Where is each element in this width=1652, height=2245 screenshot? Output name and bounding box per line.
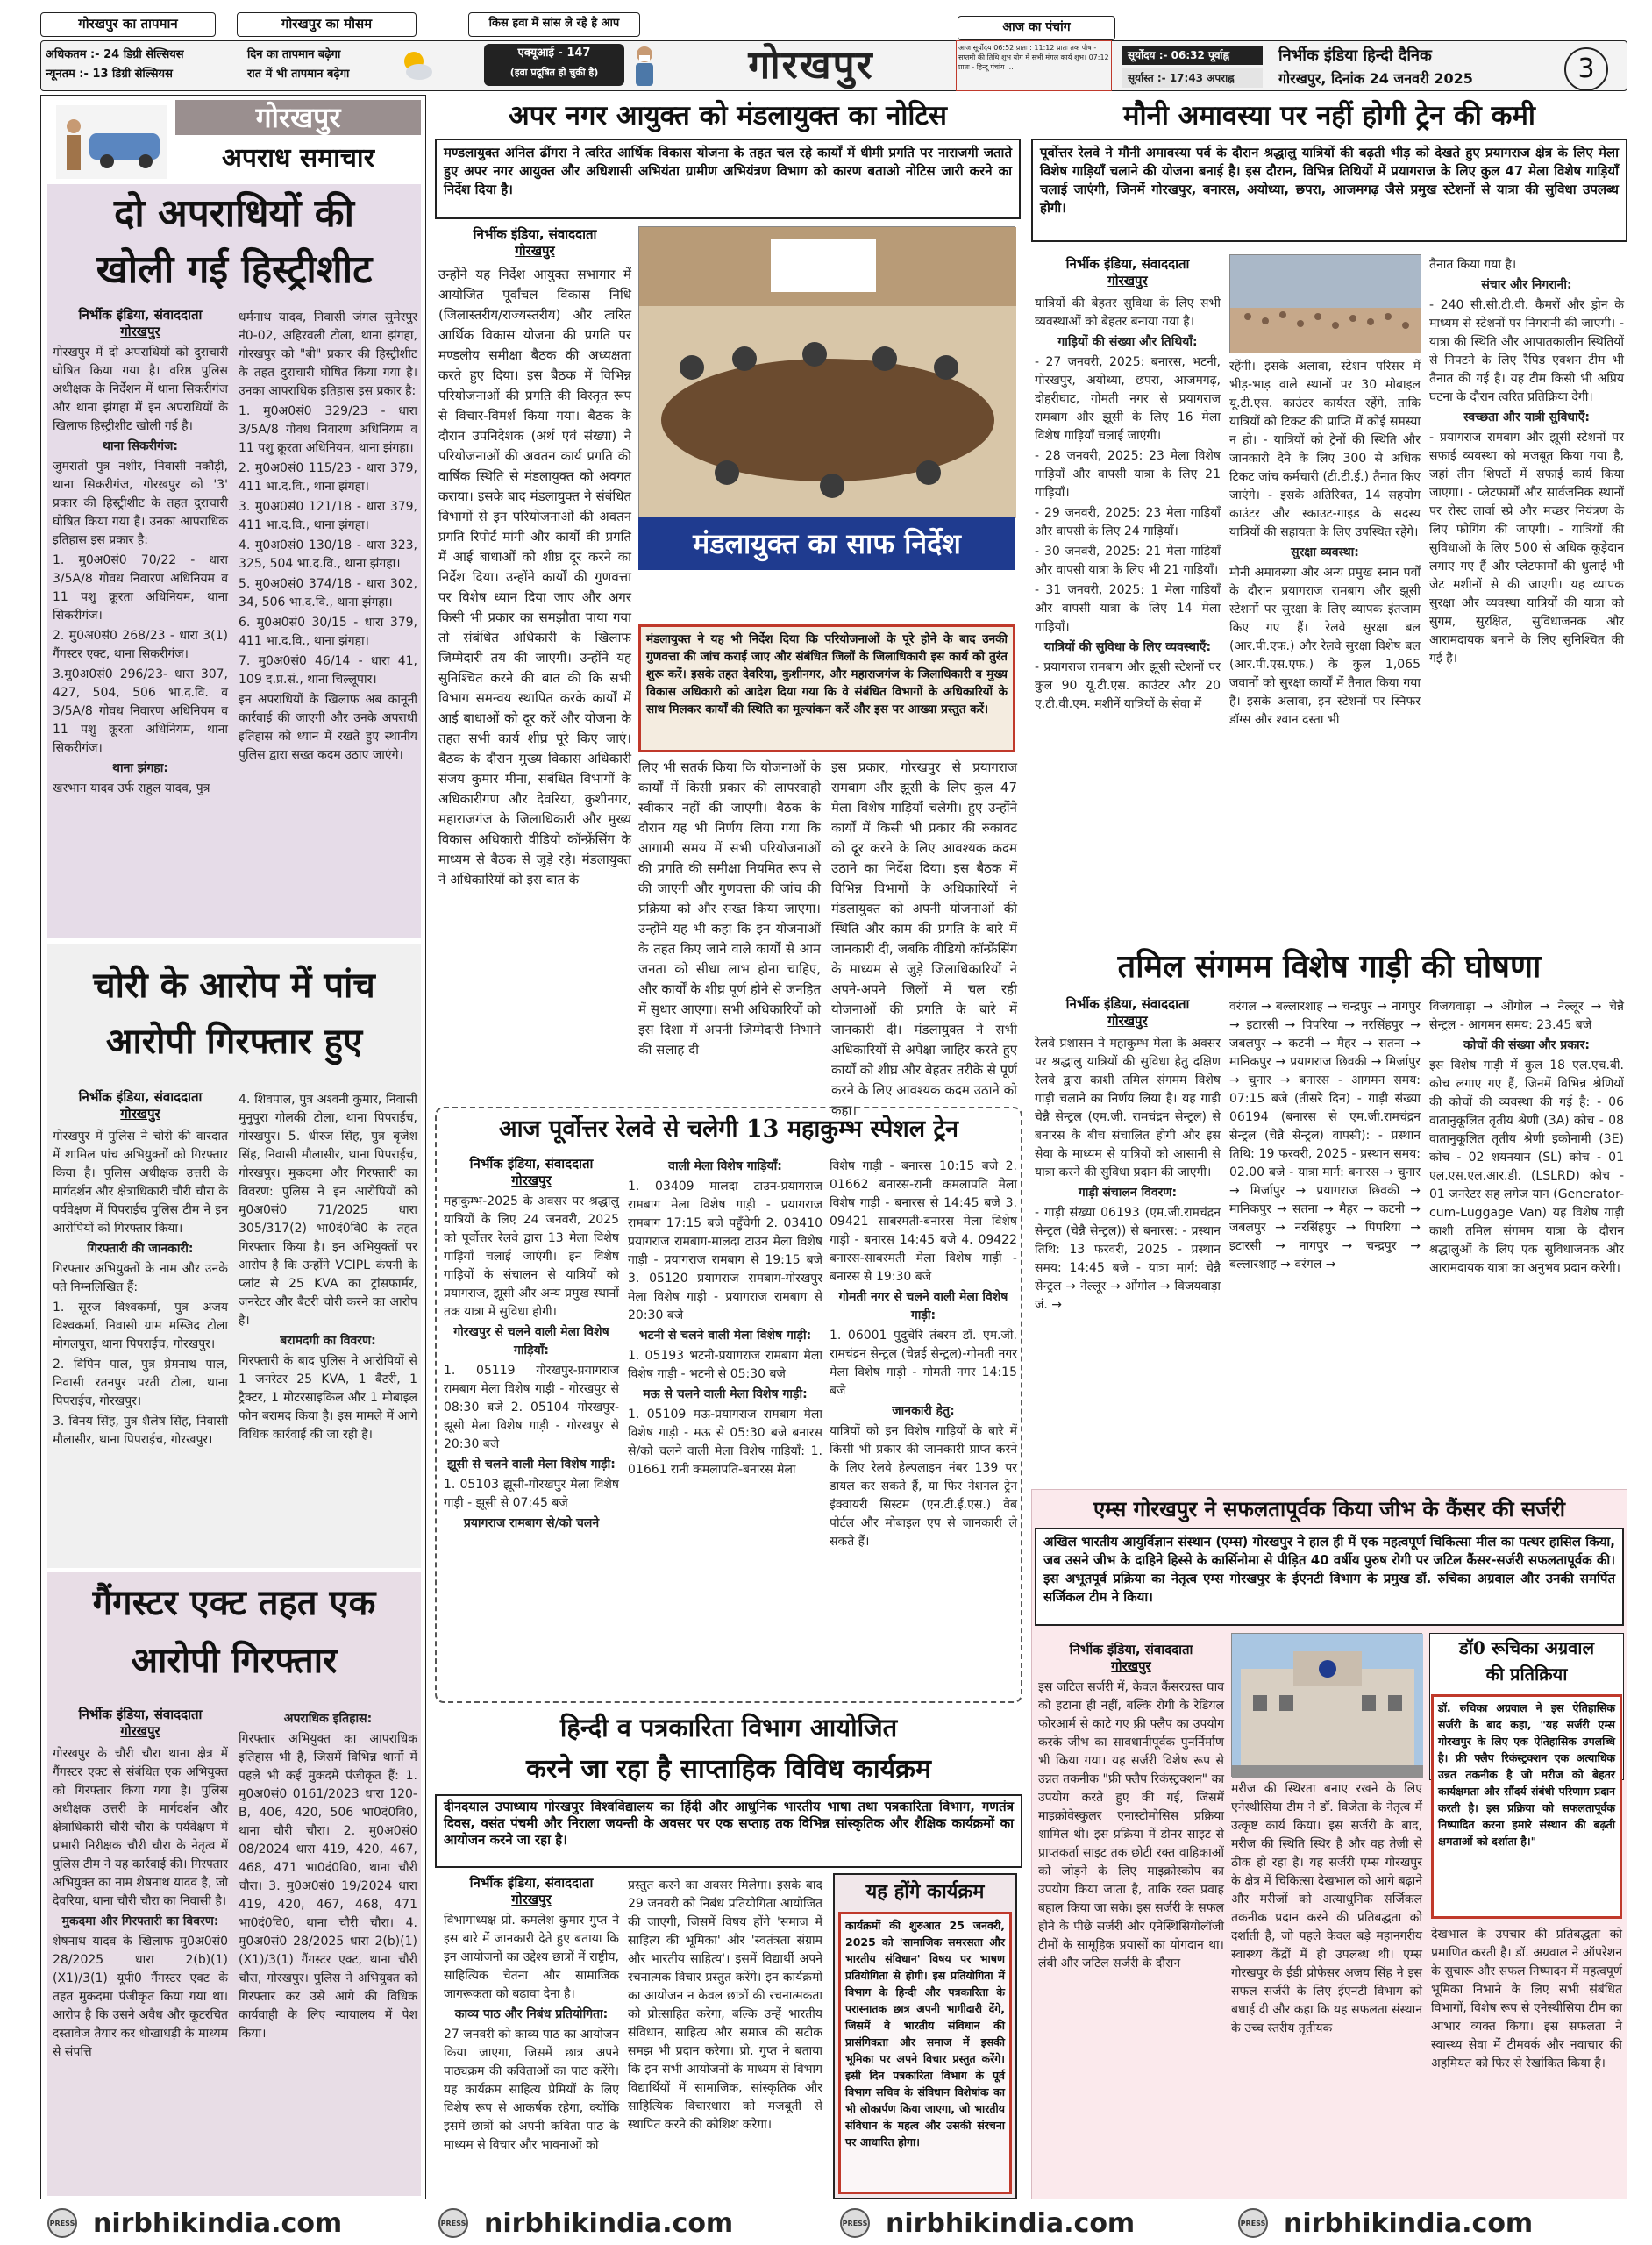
max-temp: अधिकतम :- 24 डिग्री सेल्सियस [46,48,184,61]
mahakumbh-col-3 [830,1158,1017,1700]
mahakumbh-sub-5: भटनी से चलने वाली मेला विशेष गाड़ी: [638,1329,812,1343]
byline-text: निर्भीक इंडिया, संवाददाता [78,307,203,323]
mahakumbh-col-2 [628,1158,822,1700]
aiims-intro: अखिल भारतीय आयुर्विज्ञान संस्थान (एम्स) गोरखपुर ने हाल ही में एक महत्वपूर्ण चिकित्सा मील का पत्थर हासिल किया, जब उसने जीभ के दाहिने हिस्से के कार्सिनोमा से पीड़ित 40 वर्षीय पुरुष रोगी पर जटिल कैंसर-सर्जरी सफलतापूर्वक की। इस अभूतपूर्व प्रक्रिया का नेतृत्व एम्स गोरखपुर के ईएनटी विभाग के प्रमुख डॉ. रुचिका अग्रवाल और उनकी समर्पित सर्जिकल टीम ने किया। [1035,1528,1624,1626]
mauni-col-2-a: रहेंगी। इसके अलावा, स्टेशन परिसर में भीड़-भाड़ वाले स्थानों पर 30 मोबाइल यू.टी.एस. काउंटर कार्यरत रहेंगे, ताकि यात्रियों को टिकट की प्राप्ति में कोई समस्या न हो। - यात्रियों को ट्रेनों की स्थिति और जानकारी देने के लिए 300 से अधिक टिकट जांच कर्मचारी (टी.टी.ई.) तैनात किए जाएंगे। - इसके अतिरिक्त, 14 सहयोग काउंटर और स्काउट-गाइड के सदस्य यात्रियों की सहायता के लिए उपस्थित रहेंगे। [1229,360,1421,539]
mahakumbh-list-7: 1. 06001 पुदुचेरि तंबरम डॉ. एम.जी. रामचंद्रन सेन्ट्रल (चेन्नई सेन्ट्रल)-गोमती नगर मेला विशेष गाड़ी - गोमती नगर 14:15 बजे [830,1329,1017,1398]
byline-place: गोरखपुर [120,1723,160,1739]
tamil-col-2: वरंगल → बल्लारशाह → चन्द्रपुर → नागपुर → इटारसी → पिपरिया → नरसिंहपुर → जबलपुर → कटनी → मैहर → सतना → मानिकपुर → प्रयागराज छिवकी → मिर्जापुर → चुनार → बनारस - आगमन समय: 07:15 बजे (तीसरे दिन) - गाड़ी संख्या 06194 (बनारस से एम.जी.रामचंद्रन सेन्ट्रल (चेन्नै सेन्ट्रल) वापसी): - प्रस्थान तिथि: 19 फरवरी, 2025 - प्रस्थान समय: 02.00 बजे - यात्रा मार्ग: बनारस → चुनार → मिर्जापुर → प्रयागराज छिवकी → मानिकपुर → सतना → मैहर → कटनी → जबलपुर → नरसिंहपुर → पिपरिया → इटारसी → नागपुर → चन्द्रपुर → बल्लारशाह → वरंगल → [1229,1000,1421,1272]
mauni-list-1-e: - 31 जनवरी, 2025: 1 मेला गाड़ियाँ और वापसी यात्रा के लिए 14 मेला गाड़ियाँ। [1035,583,1221,634]
footer-site[interactable]: nirbhikindia.com [886,2207,1136,2239]
press-logo-icon: PRESS [840,2208,870,2238]
footer-4 [1238,2201,1533,2245]
tamil-lead: रेलवे प्रशासन ने महाकुम्भ मेला के अवसर पर श्रद्धालु यात्रियों की सुविधा हेतु दक्षिण रेलवे द्वारा काशी तमिल संगमम विशेष गाड़ी चलाने का निर्णय लिया है। यह गाड़ी चेन्नै सेन्ट्रल (एम.जी. रामचंद्रन सेन्ट्रल) से बनारस के बीच संचालित होगी और इस सेवा के माध्यम से यात्रियों को आसानी से यात्रा करने की सुविधा प्रदान की जाएगी। [1035,1037,1221,1180]
mauni-intro: पूर्वोत्तर रेलवे ने मौनी अमावस्या पर्व के दौरान श्रद्धालु यात्रियों की बढ़ती भीड़ को देखते हुए प्रयागराज क्षेत्र के लिए मेला विशेष गाड़ियाँ चलाने की योजना बनाई है। इस दौरान, विभिन्न तिथियों में प्रयागराज के लिए कुल 47 मेला विशेष गाड़ियाँ चलाई जाएंगी, जिनमें गोरखपुर, बनारस, अयोध्या, छपरा, आजमगढ़ जैसे प्रमुख स्टेशनों से यात्रा की सुविधा उपलब्ध होगी। [1031,139,1627,242]
byline-text: निर्भीक इंडिया, संवाददाता [469,1156,594,1172]
crime-2-left-col [53,1128,228,1564]
person-mask-icon [631,44,658,88]
byline-place: गोरखपुर [515,243,555,259]
byline-text: निर्भीक इंडिया, संवाददाता [1065,256,1190,272]
mandal-headline: अपर नगर आयुक्त को मंडलायुक्त का नोटिस [509,100,947,132]
mauni-col-3-a: - 240 सी.सी.टी.वी. कैमरों और ड्रोन के माध्यम से स्टेशनों पर निगरानी की जाएगी। - यात्रा की स्थिति और आपातकालीन स्थितियों से निपटने के लिए रैपिड एक्शन टीम भी तैनात की गई है। यह टीम किसी भी अप्रिय घटना के दौरान त्वरित प्रतिक्रिया देगी। [1429,298,1624,404]
tamil-sub-1: गाड़ी संचालन विवरण: [1078,1186,1178,1200]
footer-3 [840,2201,1135,2245]
aiims-byline [1038,1642,1224,1675]
crime-1-lead: गोरखपुर में दो अपराधियों को दुराचारी घोषित किया गया है। वरिष्ठ पुलिस अधीक्षक के निर्देशन में थाना सिकरीगंज और थाना झंगहा में इन अपराधियों के खिलाफ हिस्ट्रीशीट खोली गई है। [53,346,228,433]
mahakumbh-list-6: 1. 05109 मऊ-प्रयागराज रामबाग मेला विशेष गाड़ी - मऊ से 05:30 बजे बनारस से/को चलने वाली मेला विशेष गाड़ियाँ: 1. 01661 रानी कमलापति-बनारस मेला [628,1408,822,1477]
mahakumbh-col3-b: यात्रियों को इन विशेष गाड़ियों के बारे में किसी भी प्रकार की जानकारी प्राप्त करने के लिए रेलवे हेल्पलाइन नंबर 139 पर डायल कर सकते हैं, या फिर नेशनल ट्रेन इंक्वायरी सिस्टम (एन.टी.ई.एस.) वेब पोर्टल और मोबाइल एप से जानकारी ले सकते हैं। [830,1424,1017,1549]
tamil-headline: तमिल संगमम विशेष गाड़ी की घोषणा [1117,948,1542,985]
footer-site[interactable]: nirbhikindia.com [93,2207,343,2239]
city-name: गोरखपुर [748,43,874,88]
mauni-list-2: - प्रयागराज रामबाग और झूसी स्टेशनों पर कुल 90 यू.टी.एस. काउंटर और 20 ए.टी.वी.एम. मशीनें यात्रियों के सेवा में [1035,660,1221,711]
byline-text: निर्भीक इंडिया, संवाददाता [1069,1642,1193,1657]
tamil-sub-2: कोचों की संख्या और प्रकार: [1463,1038,1590,1052]
mahakumbh-col-1 [444,1193,619,1700]
panchang-tab: आज का पंचांग [958,16,1115,40]
crime-3-right-para: गिरफ्तार अभियुक्त का आपराधिक इतिहास भी है, जिसमें विभिन्न थानों में पहले भी कई मुकदमे पंजीकृत हैं: 1. मु0अ0सं0 0161/2023 धारा 120-B, 406, 420, 506 भा0दं0वि0, थाना चौरी चौरा। 2. मु0अ0सं0 08/2024 धारा 419, 420, 467, 468, 471 भा0दं0वि0, थाना चौरी चौरा। 3. मु0अ0सं0 19/2024 धारा 419, 420, 467, 468, 471 भा0दं0वि0, थाना चौरी चौरा। 4. मु0अ0सं0 28/2025 धारा 2(b)(1)(X1)/3(1) गैंगस्टर एक्ट, थाना चौरी चौरा, गोरखपुर। पुलिस ने अभियुक्त को गिरफ्तार कर उसे आगे की विधिक कार्यवाही के लिए न्यायालय में पेश किया। [239,1732,417,2041]
crime-headline-2a: चोरी के आरोप में पांच [93,965,375,1006]
press-logo-icon: PRESS [438,2208,468,2238]
aqi-tab: किस हवा में सांस ले रहे है आप [468,12,640,37]
mahakumbh-sub-3: प्रयागराज रामबाग से/को चलने [463,1516,600,1530]
mahakumbh-sub-6: मऊ से चलने वाली मेला विशेष गाड़ी: [643,1387,808,1401]
mahakumbh-sub-1: गोरखपुर से चलने वाली मेला विशेष गाड़ियाँ: [453,1325,609,1358]
hindi-headline-1: हिन्दी व पत्रकारिता विभाग आयोजित [559,1713,898,1743]
crime-1-right-item-7: 7. मु0अ0सं0 46/14 - धारा 41, 109 द.प्र.सं., थाना चिल्लूपार। [239,654,417,687]
temp-tab: गोरखपुर का तापमान [40,12,216,37]
crime-1-right-item-5: 5. मु0अ0सं0 374/18 - धारा 302, 34, 506 भा.द.वि., थाना झंगहा। [239,577,417,609]
hindi-col-1b: 27 जनवरी को काव्य पाठ का आयोजन किया जाएगा, जिसमें छात्र अपने पाठ्यक्रम की कविताओं का पाठ करेंगे। यह कार्यक्रम साहित्य प्रेमियों के लिए विशेष रूप से आकर्षक रहेगा, क्योंकि इसमें छात्रों को अपनी कविता पाठ के माध्यम से विचार और भावनाओं को [444,2028,619,2152]
crime-2-item-1: 1. सूरज विश्वकर्मा, पुत्र अजय विश्वकर्मा, निवासी ग्राम मस्जिद टोला मोगलपुरा, थाना पिपराईच, गोरखपुर। [53,1301,228,1351]
footer-1 [47,2201,342,2245]
aqi-badge [484,44,624,86]
hindi-col-1 [444,1912,619,2194]
crime-banner-2: अपराध समाचार [222,143,374,174]
aqi-status: (हवा प्रदूषित हो चुकी है) [509,67,599,78]
crime-1-right-lead: धर्मनाथ यादव, निवासी जंगल सुमेरपुर नं0-02, अहिरवली टोला, थाना झंगहा, गोरखपुर को "बी" प्रकार की हिस्ट्रीशीट के तहत दुराचारी घोषित किया गया है। उनका आपराधिक इतिहास इस प्रकार है: [239,310,417,398]
mandal-byline [438,226,631,260]
mahakumbh-lead: महाकुम्भ-2025 के अवसर पर श्रद्धालु यात्रियों के लिए 24 जनवरी, 2025 को पूर्वोत्तर रेलवे द्वारा 13 मेला विशेष गाड़ियाँ चलाई जाएंगी। इन विशेष गाड़ियों के संचालन से यात्रियों को प्रयागराज, झूसी और अन्य प्रमुख स्थानों तक यात्रा में सुविधा होगी। [444,1194,619,1319]
page-number: 3 [1564,47,1608,91]
mauni-sub-4: संचार और निगरानी: [1481,278,1572,292]
dateline: गोरखपुर, दिनांक 24 जनवरी 2025 [1278,70,1473,87]
mahakumbh-headline: आज पूर्वोत्तर रेलवे से चलेगी 13 महाकुम्भ स्पेशल ट्रेन [498,1115,959,1143]
mauni-col-3-b: - प्रयागराज रामबाग और झूसी स्टेशनों पर सफाई व्यवस्था को मजबूत किया गया है, जहां तीन शिफ्टों में सफाई कार्य किया जाएगा। - प्लेटफार्मों और सार्वजनिक स्थानों पर रोस्ट लार्वा स्प्रे और मच्छर नियंत्रण के लिए फोगिंग की जाएगी। - यात्रियों की सुविधाओं के लिए 500 से अधिक कूड़ेदान लगाए गए हैं और प्लेटफार्मों की धुलाई भी जेट मशीनों से की जाएगी। यह व्यापक सुरक्षा और व्यवस्था यात्रियों की यात्रा को सुगम, सुरक्षित, सुविधाजनक और आरामदायक बनाने के लिए सुनिश्चित की गई है। [1429,431,1624,666]
hindi-sub-1: काव्य पाठ और निबंध प्रतियोगिता: [454,2007,609,2021]
crime-1-list-1: 1. मु0अ0सं0 70/22 - धारा 3/5A/8 गोवध निवारण अधिनियम व 11 पशु क्रूरता अधिनियम, थाना सिकरीगंज। [53,553,228,623]
crime-2-item-3: 3. विनय सिंह, पुत्र शैलेष सिंह, निवासी मौलासीर, थाना पिपराईच, गोरखपुर। [53,1415,228,1447]
sunrise: सूर्योदय :- 06:32 पूर्वाह्न [1122,46,1263,65]
crime-3-sub-1: मुकदमा और गिरफ्तारी का विवरण: [61,1914,219,1928]
crime-2-sub-2: बरामदगी का विवरण: [280,1334,376,1348]
crime-2-sub-1: गिरफ्तारी की जानकारी: [87,1242,194,1256]
police-car-icon [54,100,168,182]
crime-headline-3a: गैंगस्टर एक्ट तहत एक [92,1582,376,1623]
mauni-headline: मौनी अमावस्या पर नहीं होगी ट्रेन की कमी [1123,100,1535,132]
mauni-col-2-b: मौनी अमावस्या और अन्य प्रमुख स्नान पर्वों के दौरान प्रयागराज रामबाग और झूसी स्टेशनों पर सुरक्षा के लिए व्यापक इंतजाम किए गए हैं। रेलवे सुरक्षा बल (आर.पी.एफ.) और रेलवे सुरक्षा विशेष बल (आर.पी.एस.एफ.) के कुल 1,065 जवानों को सुरक्षा कार्यों में तैनात किया गया है। इसके अलावा, इन स्टेशनों पर स्निफर डॉग्स और श्वान दस्ता भी [1229,566,1421,727]
hindi-intro: दीनदयाल उपाध्याय गोरखपुर विश्वविद्यालय का हिंदी और आधुनिक भारतीय भाषा तथा पत्रकारिता विभाग, गणतंत्र दिवस, वसंत पंचमी और निराला जयन्ती के अवसर पर एक सप्ताह तक विभिन्न सांस्कृतिक और शैक्षिक कार्यक्रमों का आयोजन करने जा रहा है। [435,1794,1022,1868]
hindi-program-title: यह होंगे कार्यक्रम [865,1880,985,1903]
footer-site[interactable]: nirbhikindia.com [484,2207,734,2239]
mauni-sub-5: स्वच्छता और यात्री सुविधाएँ: [1463,410,1591,424]
byline-place: गोरखपुर [1107,1013,1148,1029]
press-logo-icon: PRESS [47,2208,77,2238]
crime-byline-3 [53,1707,228,1740]
mauni-col-1 [1035,295,1221,937]
mauni-col-3 [1429,256,1624,937]
crime-1-right-item-4: 4. मु0अ0सं0 130/18 - धारा 323, 325, 504 भा.द.वि., थाना झंगहा। [239,538,417,571]
mahakumbh-sub-8: जानकारी हेतु: [892,1404,955,1418]
crime-1-left-col [53,344,228,931]
crime-banner-1: गोरखपुर [175,100,421,135]
mauni-list-1-a: - 27 जनवरी, 2025: बनारस, भटनी, गोरखपुर, अयोध्या, छपरा, आजमगढ़, दोहरीघाट, गोमती नगर से प्रयागराज रामबाग और झूसी के लिए 16 मेला विशेष गाड़ियाँ चलाई जाएंगी। [1035,355,1221,443]
reaction-title-1: डॉ0 रूचिका अग्रवाल [1458,1637,1595,1658]
sunset: सूर्यास्त :- 17:43 अपराह्न [1122,68,1263,88]
tamil-col-3a: विजयवाड़ा → ओंगोल → नेल्लूर → चेन्नै सेन्ट्रल - आगमन समय: 23.45 बजे [1429,1000,1624,1032]
crime-1-para-3: खरभान यादव उर्फ राहुल यादव, पुत्र [53,781,210,795]
footer-site[interactable]: nirbhikindia.com [1284,2207,1534,2239]
byline-place: गोरखपुर [120,324,160,339]
mauni-sub-3: सुरक्षा व्यवस्था: [1291,545,1359,559]
press-logo-icon: PRESS [1238,2208,1268,2238]
crime-3-left-col [53,1745,228,2192]
crime-1-sub-2: थाना झंगहा: [112,761,168,775]
hindi-byline [444,1875,619,1908]
byline-text: निर्भीक इंडिया, संवाददाता [1065,996,1190,1012]
crime-headline-2b: आरोपी गिरफ्तार हुए [105,1021,363,1062]
reaction-quote: डॉ. रुचिका अग्रवाल ने इस ऐतिहासिक सर्जरी के बाद कहा, "यह सर्जरी एम्स गोरखपुर के लिए एक ऐतिहासिक उपलब्धि है। फ्री फ्लैप रिकंस्ट्रक्शन एक अत्याधिक उन्नत तकनीक है जो मरीज को बेहतर कार्यक्षमता और सौंदर्य संबंधी परिणाम प्रदान करती है। इस प्रक्रिया को सफलतापूर्वक निष्पादित करना हमारे संस्थान की बढ़ती क्षमताओं को दर्शाता है।" [1431,1694,1622,1919]
mauni-lead: यात्रियों की बेहतर सुविधा के लिए सभी व्यवस्थाओं को बेहतर बनाया गया है। [1035,296,1221,329]
crime-headline-1a: दो अपराधियों की [114,191,354,236]
mauni-list-1-b: - 28 जनवरी, 2025: 23 मेला विशेष गाड़ियाँ और वापसी यात्रा के लिए 21 गाड़ियाँ। [1035,449,1221,500]
hindi-program-text: कार्यक्रमों की शुरुआत 25 जनवरी, 2025 को 'सामाजिक समरसता और भारतीय संविधान' विषय पर भाषण प्रतियोगिता से होगी। इस प्रतियोगिता में विभाग के हिन्दी और पत्रकारिता के परास्नातक छात्र अपनी भागीदारी देंगे, जिसमें वे भारतीय संविधान की प्रासंगिकता और समाज में इसकी भूमिका पर अपने विचार प्रस्तुत करेंगे। इसी दिन पत्रकारिता विभाग के पूर्व विभाग सचिव के संविधान विशेषांक का भी लोकार्पण किया जाएगा, जो भारतीय संविधान के महत्व और उसकी संरचना पर आधारित होगा। [838,1912,1012,2194]
byline-place: गोरखपुर [1111,1658,1151,1674]
mandal-col-2: लिए भी सतर्क किया कि योजनाओं के कार्यों में किसी प्रकार की लापरवाही स्वीकार नहीं की जाएगी। बैठक के दौरान यह भी निर्णय लिया गया कि आगामी समय में सभी परियोजनाओं की प्रगति की समीक्षा नियमित रूप से की जाएगी और गुणवत्ता की जांच की प्रक्रिया को और सख्त किया जाएगा। उन्होंने यह भी कहा कि इन योजनाओं के तहत किए जाने वाले कार्यों से आम जनता को सीधा लाभ होना चाहिए, और कार्यों के शीघ्र पूर्ण होने से जनहित में सुधार आएगा। सभी अधिकारियों को इस दिशा में अपनी जिम्मेदारी निभाने की सलाह दी [638,759,821,1058]
crime-2-lead: गोरखपुर में पुलिस ने चोरी की वारदात में शामिल पांच अभियुक्तों को गिरफ्तार किया है। पुलिस अधीक्षक उत्तरी के मार्गदर्शन और क्षेत्राधिकारी चौरी चौरा के पर्यवेक्षण में पिपराईच पुलिस टीम ने इन आरोपियों को गिरफ्तार किया। [53,1130,228,1236]
crime-1-right-end: इन अपराधियों के खिलाफ अब कानूनी कार्रवाई की जाएगी और उनके अपराधी इतिहास को ध्यान में रखते हुए स्थानीय पुलिस द्वारा सख्त कदम उठाए जाएंगे। [239,693,417,762]
crime-1-right-col [239,309,417,931]
mahakumbh-list-4: 1. 03409 मालदा टाउन-प्रयागराज रामबाग मेला विशेष गाड़ी - प्रयागराज रामबाग 17:15 बजे पहुँचेगी 2. 03410 प्रयागराज रामबाग-मालदा टाउन मेला विशेष गाड़ी - प्रयागराज रामबाग से 19:15 बजे 3. 05120 प्रयागराज रामबाग-गोरखपुर मेला विशेष गाड़ी - प्रयागराज रामबाग से 20:30 बजे [628,1180,822,1322]
hindi-col-2: प्रस्तुत करने का अवसर मिलेगा। इसके बाद 29 जनवरी को निबंध प्रतियोगिता आयोजित की जाएगी, जिसमें विषय होंगे 'समाज में साहित्य की भूमिका' और 'स्वतंत्रता संग्राम और भारतीय साहित्य'। इसमें विद्यार्थी अपने रचनात्मक विचार प्रस्तुत करेंगे। इन कार्यक्रमों का आयोजन न केवल छात्रों की रचनात्मकता को प्रोत्साहित करेगा, बल्कि उन्हें भारतीय संविधान, साहित्य और समाज की सटीक समझ भी प्रदान करेगा। प्रो. गुप्त ने बताया कि इन सभी आयोजनों के माध्यम से विभाग विद्यार्थियों में सामाजिक, सांस्कृतिक और साहित्यिक विचारधारा को मजबूती से स्थापित करने की कोशिश करेगा। [628,1878,822,2132]
byline-place: गोरखपुर [511,1892,552,1907]
byline-text: निर्भीक इंडिया, संवाददाता [78,1707,203,1722]
crime-3-para-2: शेषनाथ यादव के खिलाफ मु0अ0सं0 28/2025 धारा 2(b)(1)(X1)/3(1) यूपी0 गैंगस्टर एक्ट के तहत मुकदमा पंजीकृत किया गया था। आरोप है कि उसने अवैध और कूटरचित दस्तावेज तैयार कर धोखाधड़ी के माध्यम से संपत्ति [53,1935,228,2059]
crime-3-lead: गोरखपुर के चौरी चौरा थाना क्षेत्र में गैंगस्टर एक्ट से संबंधित एक अभियुक्त को गिरफ्तार किया गया है। पुलिस अधीक्षक उत्तरी के मार्गदर्शन और क्षेत्राधिकारी चौरी चौरा के पर्यवेक्षण में प्रभारी निरीक्षक चौरी चौरा के नेतृत्व में पुलिस टीम ने यह कार्रवाई की। गिरफ्तार अभियुक्त का नाम शेषनाथ यादव है, जो देवरिया, थाना चौरी चौरा का निवासी है। [53,1747,228,1908]
mahakumbh-byline [444,1156,619,1189]
sun-cloud-icon [396,46,435,84]
byline-place: गोरखपुर [511,1172,552,1188]
crime-headline-1b: खोली गई हिस्ट्रीशीट [96,247,373,292]
crime-2-para-2: गिरफ्तार अभियुक्तों के नाम और उनके पते निम्नलिखित हैं: [53,1262,228,1294]
mandal-intro: मण्डलायुक्त अनिल ढींगरा ने त्वरित आर्थिक विकास योजना के तहत चल रहे कार्यों में धीमी प्रगति पर नाराजगी जताते हुए अपर नगर आयुक्त और अधिशासी अभियंता ग्रामीण अभियंत्रण विभाग को कारण बताओ नोटिस जारी करने का निर्देश दिया है। [435,139,1021,219]
byline-text: निर्भीक इंडिया, संवाददाता [473,226,597,242]
byline-place: गोरखपुर [120,1106,160,1122]
mandal-highlight-box: मंडलायुक्त ने यह भी निर्देश दिया कि परियोजनाओं के पूरे होने के बाद उनकी गुणवत्ता की जांच कराई जाए और संबंधित जिलों के जिलाधिकारी इस कार्य को तुरंत शुरू करें। इसके तहत देवरिया, कुशीनगर, और महाराजगंज के जिलाधिकारी व मुख्य विकास अधिकारी को आदेश दिया गया कि वे संबंधित विभागों के अधिकारियों के साथ मिलकर कार्यों की स्थिति का मूल्यांकन करें और इस पर आख्या प्रस्तुत करें। [638,624,1015,752]
weather-line-1: दिन का तापमान बढ़ेगा [247,48,341,61]
crime-1-list-3: 3.मु0अ0सं0 296/23- धारा 307, 427, 504, 506 भा.द.वि. व 3/5A/8 गोवध निवारण अधिनियम व 11 पशु क्रूरता अधिनियम, थाना सिकरीगंज। [53,667,228,755]
crime-1-right-item-6: 6. मु0अ0सं0 30/15 - धारा 379, 411 भा.द.वि., थाना झंगहा। [239,616,417,648]
byline-place: गोरखपुर [1107,273,1148,289]
min-temp: न्यूनतम :- 13 डिग्री सेल्सियस [46,68,173,81]
tamil-col-1 [1035,1035,1221,1479]
mauni-sub-1: गाड़ियों की संख्या और तिथियाँ: [1057,335,1198,349]
footer-2 [438,2201,733,2245]
crime-2-right-para-2: गिरफ्तारी के बाद पुलिस ने आरोपियों से 1 जनरेटर 25 KVA, 1 बैटरी, 1 ट्रैक्टर, 1 मोटरसाइकिल और 1 मोबाइल फोन बरामद किया है। इस मामले में आगे विधिक कार्रवाई की जा रही है। [239,1354,417,1442]
crime-byline-2 [53,1089,228,1122]
hindi-headline-2: करने जा रहा है साप्ताहिक विविध कार्यक्रम [526,1754,931,1785]
crime-1-list-2: 2. मु0अ0सं0 268/23 - धारा 3(1) गैंगस्टर एक्ट, थाना सिकरीगंज। [53,629,228,661]
weather-tab: गोरखपुर का मौसम [237,12,417,37]
mauni-sub-2: यात्रियों की सुविधा के लिए व्यवस्थाएँ: [1043,640,1212,654]
tamil-col-1b: - गाड़ी संख्या 06193 (एम.जी.रामचंद्रन सेन्ट्रल (चेन्नै सेन्ट्रल)) से बनारस: - प्रस्थान तिथि: 13 फरवरी, 2025 - प्रस्थान समय: 14:45 बजे - यात्रा मार्ग: चेन्नै सेन्ट्रल → नेल्लूर → ओंगोल → विजयवाड़ा जं. → [1035,1206,1221,1312]
crime-1-right-item-3: 3. मु0अ0सं0 121/18 - धारा 379, 411 भा.द.वि., थाना झंगहा। [239,500,417,532]
crime-1-para-2: जुमराती पुत्र नशीर, निवासी नकौड़ी, थाना सिकरीगंज, गोरखपुर को '3' प्रकार की हिस्ट्रीशीट के तहत दुराचारी घोषित किया गया है। उनका आपराधिक इतिहास इस प्रकार है: [53,460,228,547]
aiims-col-1: इस जटिल सर्जरी में, केवल कैंसरग्रस्त घाव को हटाना ही नहीं, बल्कि रोगी के रेडियल फोरआर्म से काटे गए फ्री फ्लैप का उपयोग करके जीभ का सावधानीपूर्वक पुनर्निर्माण भी किया गया। यह सर्जरी विशेष रूप से उन्नत तकनीक "फ्री फ्लैप रिकंस्ट्रक्शन" का उपयोग करते हुए की गई, जिसमें माइक्रोवेस्कुलर एनास्टोमोसिस प्रक्रिया शामिल थी। इस प्रक्रिया में डोनर साइट से प्राप्तकर्ता साइट तक छोटी रक्त वाहिकाओं को जोड़ने के लिए माइक्रोस्कोप का उपयोग किया जाता है, ताकि रक्त प्रवाह बहाल किया जा सके। इस सर्जरी के सफल होने के पीछे सर्जरी और एनेस्थिसियोलॉजी टीमों के सामूहिक प्रयासों का योगदान था। लंबी और जटिल सर्जरी के दौरान [1038,1680,1224,1971]
aiims-headline: एम्स गोरखपुर ने सफलतापूर्वक किया जीभ के कैंसर की सर्जरी [1093,1496,1566,1522]
tamil-col-3b: इस विशेष गाड़ी में कुल 18 एल.एच.बी. कोच लगाए गए हैं, जिनमें विभिन्न श्रेणियों की कोचों की व्यवस्था की गई है: - 06 वातानुकूलित तृतीय श्रेणी (3A) कोच - 08 वातानुकूलित तृतीय श्रेणी इकोनामी (3E) कोच - 02 शयनयान (SL) कोच - 01 एल.एस.एल.आर.डी. (LSLRD) कोच - 01 जनरेटर सह लगेज यान (Generator-cum-Luggage Van) यह विशेष गाड़ी काशी तमिल संगमम यात्रा के दौरान श्रद्धालुओं के लिए एक सुविधाजनक और आरामदायक यात्रा का अनुभव प्रदान करेगी। [1429,1058,1624,1275]
aqi-value: एक्यूआई - 147 [517,46,591,60]
byline-text: निर्भीक इंडिया, संवाददाता [469,1875,594,1891]
hindi-lead: विभागाध्यक्ष प्रो. कमलेश कुमार गुप्त ने इस बारे में जानकारी देते हुए बताया कि इन आयोजनों का उद्देश्य छात्रों में राष्ट्रीय, साहित्यिक चेतना और सामाजिक जागरूकता को बढ़ावा देना है। [444,1914,619,2001]
crime-3-right-col [239,1710,417,2192]
mahakumbh-list-1: 1. 05119 गोरखपुर-प्रयागराज रामबाग मेला विशेष गाड़ी - गोरखपुर से 08:30 बजे 2. 05104 गोरखपुर-झूसी मेला विशेष गाड़ी - गोरखपुर से 20:30 बजे [444,1364,619,1451]
crime-2-right-para: 4. शिवपाल, पुत्र अश्वनी कुमार, निवासी मुनुपुरा गोलकी टोला, थाना पिपराईच, गोरखपुर। 5. धीरज सिंह, पुत्र बृजेश सिंह, निवासी मौलासीर, थाना पिपराईच, गोरखपुर। मुकदमा और गिरफ्तारी का विवरण: पुलिस ने इन आरोपियों को मु0अ0सं0 71/2025 धारा 305/317(2) भा0दं0वि0 के तहत गिरफ्तार किया है। इन अभियुक्तों पर आरोप है कि उन्होंने VCIPL कंपनी के प्लांट से 25 KVA का ट्रांसफार्मर, जनरेटर और बैटरी चोरी करने का आरोप है। [239,1093,417,1328]
crime-1-right-item-2: 2. मु0अ0सं0 115/23 - धारा 379, 411 भा.द.वि., थाना झंगहा। [239,461,417,494]
mauni-list-1-d: - 30 जनवरी, 2025: 21 मेला गाड़ियाँ और वापसी यात्रा के लिए भी 21 गाड़ियाँ। [1035,545,1221,577]
kumbh-crowd-photo [1229,254,1421,353]
paper-name: निर्भीक इंडिया हिन्दी दैनिक [1278,46,1432,65]
mahakumbh-sub-4: वाली मेला विशेष गाड़ियाँ: [668,1159,782,1173]
crime-2-right-col [239,1091,417,1564]
aiims-col-3: देखभाल के उपचार की प्रतिबद्धता को प्रमाणित करती है। डॉ. अग्रवाल ने ऑपरेशन के सुचारू और सफल निष्पादन में महत्वपूर्ण भूमिका निभाने के लिए सभी संबंधित विभागों, विशेष रूप से एनेस्थीसिया टीम का आभार व्यक्त किया। इस सफलता ने स्वास्थ्य सेवा में टीमवर्क और नवाचार की अहमियत को फिर से रेखांकित किया है। [1431,1928,1622,2070]
mauni-col-2 [1229,358,1421,937]
mandal-col-3: इस प्रकार, गोरखपुर से प्रयागराज रामबाग और झूसी के लिए कुल 47 मेला विशेष गाड़ियाँ चलेगी। हुए उन्होंने कार्यों में किसी भी प्रकार की रुकावट को दूर करने के लिए आवश्यक कदम उठाने का निर्देश दिया। इस बैठक में विभिन्न विभागों के अधिकारियों ने मंडलायुक्त को अपनी योजनाओं की स्थिति और काम की प्रगति के बारे में जानकारी दी, जबकि वीडियो कॉन्फ्रेंसिंग के माध्यम से जुड़े जिलाधिकारियों ने अपने-अपने जिलों में चल रही योजनाओं की प्रगति के बारे में जानकारी दी। मंडलायुक्त ने सभी अधिकारियों से अपेक्षा जाहिर करते हुए कार्यों को शीघ्र और बेहतर तरीके से पूर्ण करने के लिए आवश्यक कदम उठाने को कहा। [831,759,1018,1118]
meeting-photo [638,226,1015,517]
mauni-col-3-top: तैनात किया गया है। [1429,258,1517,272]
crime-headline-3b: आरोपी गिरफ्तार [131,1640,338,1681]
tamil-col-3 [1429,998,1624,1479]
mahakumbh-col3-a: विशेष गाड़ी - बनारस 10:15 बजे 2. 01662 बनारस-रानी कमलापति मेला विशेष गाड़ी - बनारस से 14:45 बजे 3. 09421 साबरमती-बनारस मेला विशेष गाड़ी - बनारस 14:45 बजे 4. 09422 बनारस-साबरमती मेला विशेष गाड़ी - बनारस से 19:30 बजे [830,1159,1017,1284]
byline-text: निर्भीक इंडिया, संवाददाता [78,1089,203,1105]
mahakumbh-list-2: 1. 05103 झूसी-गोरखपुर मेला विशेष गाड़ी - झूसी से 07:45 बजे [444,1478,619,1510]
crime-1-sub-1: थाना सिकरीगंज: [103,439,178,453]
tamil-byline [1035,996,1221,1030]
aiims-col-2: मरीज की स्थिरता बनाए रखने के लिए एनेस्थीसिया टीम ने डॉ. विजेता के नेतृत्व में उत्कृष्ट कार्य किया। इस सर्जरी के बाद, मरीज की स्थिति स्थिर है और वह तेजी से ठीक हो रहा है। यह सर्जरी एम्स गोरखपुर के क्षेत्र में चिकित्सा देखभाल को आगे बढ़ाने और मरीजों को अत्याधुनिक सर्जिकल तकनीक प्रदान करने की प्रतिबद्धता को दर्शाती है, जो पहले केवल बड़े महानगरीय स्वास्थ्य केंद्रों में ही उपलब्ध थी। एम्स गोरखपुर के ईडी प्रोफेसर अजय सिंह ने इस सफल सर्जरी के लिए ईएनटी विभाग को बधाई दी और कहा कि यह सफलता संस्थान के उच्च स्तरीय तृतीयक [1231,1782,1422,2035]
crime-1-right-item-1: 1. मु0अ0सं0 329/23 - धारा 3/5A/8 गोवध निवारण अधिनियम व 11 पशु क्रूरता अधिनियम, थाना झंगहा। [239,404,417,455]
weather-line-2: रात में भी तापमान बढ़ेगा [247,68,350,81]
mauni-byline [1035,256,1221,289]
mandal-col-1: उन्होंने यह निर्देश आयुक्त सभागार में आयोजित पूर्वांचल विकास निधि (जिलास्तरीय/राज्यस्तरीय) और त्वरित आर्थिक विकास योजना की प्रगति पर मण्डलीय समीक्षा बैठक की अध्यक्षता करते हुए दिया। इस बैठक में विभिन्न परियोजनाओं की प्रगति की विस्तृत रूप से विचार-विमर्श किया गया। बैठक के दौरान उपनिदेशक (अर्थ एवं संख्या) ने परियोजनाओं की अवतन कार्य प्रगति की वार्षिक स्थिति से मंडलायुक्त को अवगत कराया। इसके बाद मंडलायुक्त ने संबंधित विभागों से इन परियोजनाओं की अवतन प्रगति रिपोर्ट मांगी और कार्यों की प्रगति में आई बाधाओं को शीघ्र दूर करने का निर्देश दिया। उन्होंने कार्यों की गुणवत्ता पर विशेष ध्यान दिया जाए और अगर किसी भी प्रकार का समझौता पाया गया तो संबंधित अधिकारी के खिलाफ जिम्मेदारी तय की जाएगी। उन्होंने यह सुनिश्चित करने की बात की कि सभी विभाग समन्वय स्थापित करके कार्यों में आई बाधाओं को दूर करें और योजना के तहत सभी कार्य शीघ्र पूरे किए जाएं। बैठक के दौरान मुख्य विकास अधिकारी संजय कुमार मीना, संबंधित विभागों के अधिकारीगण और देवरिया, कुशीनगर, महाराजगंज के जिलाधिकारी और मुख्य विकास अधिकारी वीडियो कॉन्फ्रेंसिंग के माध्यम से बैठक से जुड़े रहे। मंडलायुक्त ने अधिकारियों को इस बात के [438,267,631,887]
reaction-title-2: की प्रतिक्रिया [1485,1664,1568,1685]
mandal-photo-caption: मंडलायुक्त का साफ निर्देश [638,517,1015,570]
mahakumbh-sub-7: गोमती नगर से चलने वाली मेला विशेष गाड़ी: [838,1290,1008,1322]
crime-byline-1 [53,307,228,340]
mahakumbh-sub-2: झूसी से चलने वाली मेला विशेष गाड़ी: [447,1457,616,1472]
mauni-list-1-c: - 29 जनवरी, 2025: 23 मेला गाड़ियाँ और वापसी के लिए 24 गाड़ियाँ। [1035,506,1221,538]
aiims-building-photo [1231,1633,1422,1777]
crime-3-sub-2: अपराधिक इतिहास: [283,1712,373,1726]
panchang-text: आज सूर्योदय 06:52 प्रातः : 11:12 प्रातः तक पौष - सप्तमी की तिथि शुभ योग में सभी मंगल कार्य शुभ। 07:12 प्रातः - हिन्दू पंचांग ... [956,40,1112,91]
crime-2-item-2: 2. विपिन पाल, पुत्र प्रेमनाथ पाल, निवासी रतनपुर परती टोला, थाना पिपराईच, गोरखपुर। [53,1358,228,1408]
mahakumbh-list-5: 1. 05193 भटनी-प्रयागराज रामबाग मेला विशेष गाड़ी - भटनी से 05:30 बजे [628,1349,822,1381]
